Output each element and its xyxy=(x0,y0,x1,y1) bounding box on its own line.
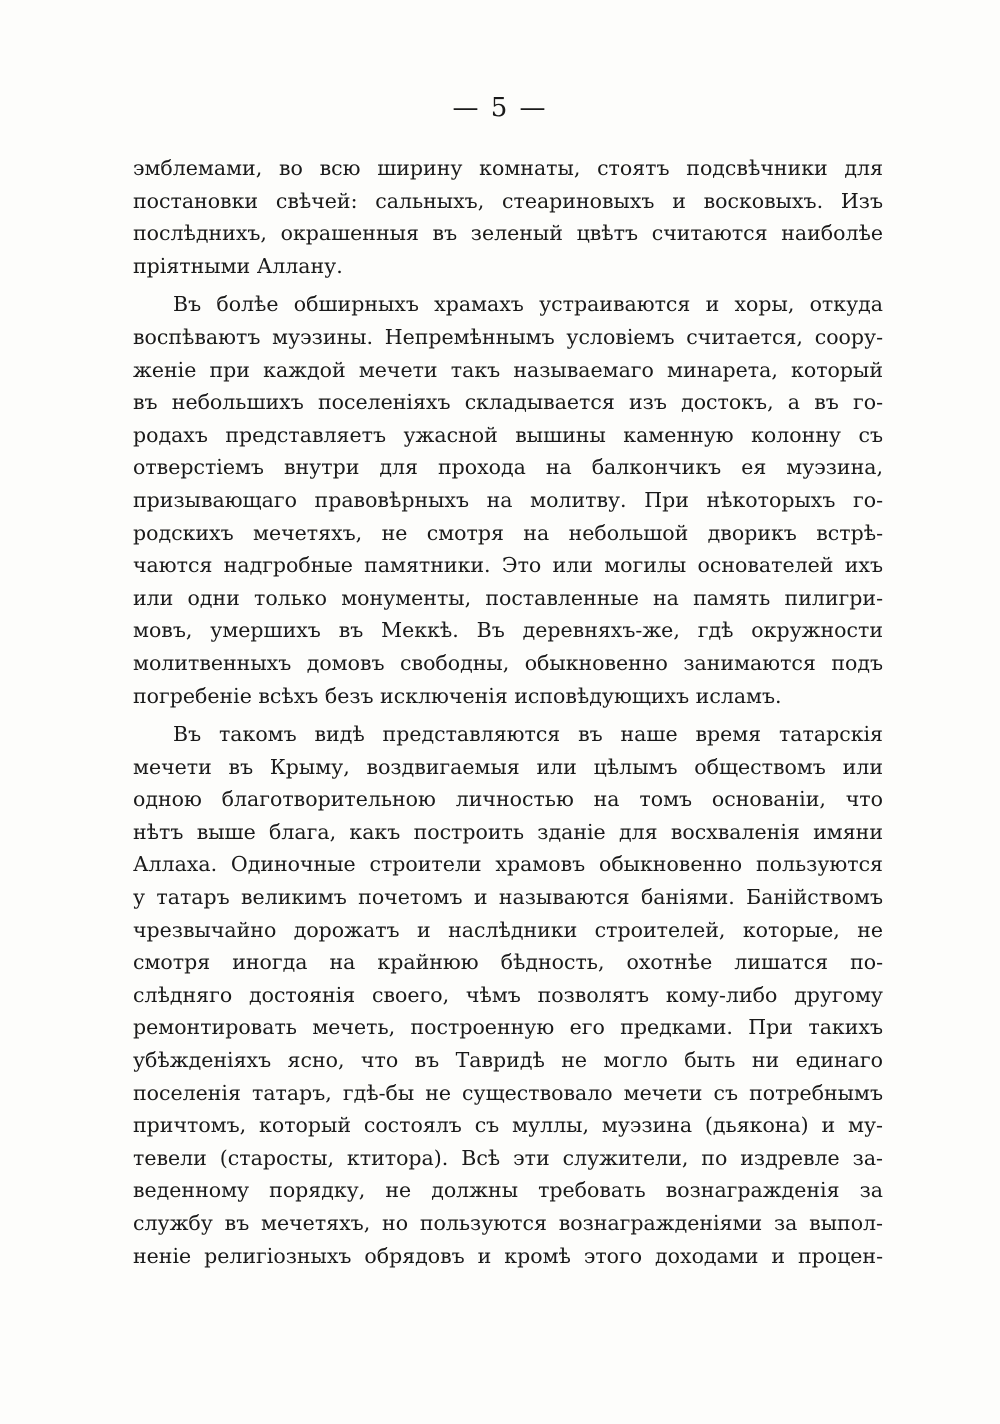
text-line: мечети въ Крыму, воздвигаемыя или цѣлымъ обществомъ или xyxy=(133,754,883,779)
text-line: поселенія татаръ, гдѣ-бы не существовало мечети съ потребнымъ xyxy=(133,1080,883,1105)
text-line: веденному порядку, не должны требовать вознагражденія за xyxy=(133,1178,883,1203)
text-line: женіе при каждой мечети такъ называемаго минарета, который xyxy=(133,357,883,382)
text-line: Въ такомъ видѣ представляются въ наше время татарскія xyxy=(173,722,883,747)
text-line: смотря иногда на крайнюю бѣдность, охотнѣе лишатся по- xyxy=(133,950,883,975)
text-line: Въ болѣе обширныхъ храмахъ устраиваются и хоры, откуда xyxy=(173,292,883,317)
text-line: нѣтъ выше блага, какъ построить зданіе для восхваленія имяни xyxy=(133,819,883,844)
text-line: призывающаго правовѣрныхъ на молитву. При нѣкоторыхъ го- xyxy=(133,487,883,512)
text-line: ремонтировать мечеть, построенную его предками. При такихъ xyxy=(133,1015,883,1040)
text-line: отверстіемъ внутри для прохода на балкончикъ ея муэзина, xyxy=(133,455,883,480)
text-line: у татаръ великимъ почетомъ и называются баніями. Банійствомъ xyxy=(133,885,883,910)
text-line: причтомъ, который состоялъ съ муллы, муэзина (дьякона) и му- xyxy=(133,1113,883,1138)
paragraph-1 xyxy=(133,152,883,282)
text-line: молитвенныхъ домовъ свободны, обыкновенно занимаются подъ xyxy=(133,650,883,675)
text-line: родахъ представляетъ ужасной вышины каменную колонну съ xyxy=(133,422,883,447)
text-line: послѣднихъ, окрашенныя въ зеленый цвѣтъ считаются наиболѣе xyxy=(133,221,883,246)
body-text xyxy=(133,152,883,1272)
text-line: Аллаха. Одиночные строители храмовъ обыкновенно пользуются xyxy=(133,852,883,877)
text-line: пріятными Аллану. xyxy=(133,253,343,278)
text-line: родскихъ мечетяхъ, не смотря на небольшой дворикъ встрѣ- xyxy=(133,520,883,545)
text-line: эмблемами, во всю ширину комнаты, стоятъ подсвѣчники для xyxy=(133,156,883,180)
text-line: тевели (старосты, ктитора). Всѣ эти служители, по издревле за- xyxy=(133,1145,883,1170)
text-line: погребеніе всѣхъ безъ исключенія исповѣдующихъ исламъ. xyxy=(133,683,782,708)
text-line: мовъ, умершихъ въ Меккѣ. Въ деревняхъ-же, гдѣ окружности xyxy=(133,618,883,643)
paragraph-3 xyxy=(133,718,883,1272)
text-line: слѣдняго достоянія своего, чѣмъ позволятъ кому-либо другому xyxy=(133,982,883,1007)
text-line: убѣжденіяхъ ясно, что въ Тавридѣ не могло быть ни единаго xyxy=(133,1048,883,1073)
paragraph-2 xyxy=(133,288,883,712)
text-line: постановки свѣчей: сальныхъ, стеариновыхъ и восковыхъ. Изъ xyxy=(133,188,883,213)
text-line: чрезвычайно дорожатъ и наслѣдники строителей, которые, не xyxy=(133,917,883,942)
page-number: — 5 — xyxy=(452,93,548,123)
text-line: чаются надгробные памятники. Это или могилы основателей ихъ xyxy=(133,553,883,578)
text-line: службу въ мечетяхъ, но пользуются вознагражденіями за выпол- xyxy=(133,1211,883,1235)
text-line: или одни только монументы, поставленные на память пилигри- xyxy=(133,585,883,610)
text-line: одною благотворительною личностью на томъ основаніи, что xyxy=(133,787,883,812)
text-line: воспѣваютъ муэзины. Непремѣннымъ условіемъ считается, соору- xyxy=(133,324,883,349)
text-line: въ небольшихъ поселеніяхъ складывается изъ достокъ, а въ го- xyxy=(133,390,883,415)
text-line: неніе религіозныхъ обрядовъ и кромѣ этого доходами и процен- xyxy=(133,1243,883,1268)
